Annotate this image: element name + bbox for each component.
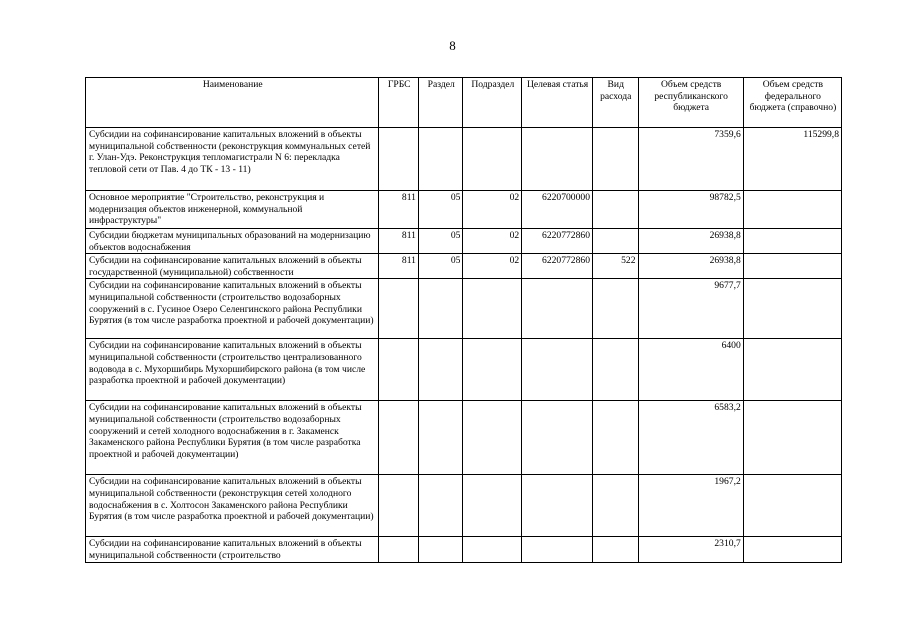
table-row (86, 537, 842, 563)
row-federal-budget-cell: 115299,8 (743, 128, 841, 191)
row-podrazdel-cell (463, 339, 522, 401)
row-expense-type-cell (592, 537, 638, 563)
table-header-row (86, 78, 842, 128)
budget-table (85, 77, 842, 563)
header-target-article: Целевая статья (522, 78, 593, 128)
row-razdel-cell: 05 (418, 254, 463, 279)
row-razdel-cell (418, 279, 463, 339)
header-podrazdel: Подраздел (463, 78, 522, 128)
table-row (86, 475, 842, 537)
row-name-cell: Субсидии на софинансирование капитальных вложений в объекты муниципальной собственности (реконструкция коммунальных сетей г. Улан-Удэ. Реконструкция тепломагистрали N 6: перекладка тепловой сети от Пав. 4 до ТК - 13 - 11) (86, 128, 379, 191)
row-federal-budget-cell (743, 475, 841, 537)
row-razdel-cell (418, 339, 463, 401)
row-podrazdel-cell (463, 475, 522, 537)
row-federal-budget-cell (743, 537, 841, 563)
row-republic-budget-cell: 26938,8 (638, 229, 743, 254)
table-row (86, 229, 842, 254)
header-name: Наименование (86, 78, 379, 128)
row-name-cell: Субсидии на софинансирование капитальных вложений в объекты муниципальной собственности (реконструкция сетей холодного водоснабжения в с. Холтосон Закаменского района Республики Бурятия (в том числе разработка проектной и рабочей документации) (86, 475, 379, 537)
row-expense-type-cell (592, 128, 638, 191)
header-razdel: Раздел (418, 78, 463, 128)
row-podrazdel-cell: 02 (463, 229, 522, 254)
row-podrazdel-cell: 02 (463, 191, 522, 229)
row-federal-budget-cell (743, 254, 841, 279)
row-grbs-cell: 811 (379, 254, 418, 279)
row-federal-budget-cell (743, 229, 841, 254)
page-number: 8 (449, 38, 456, 53)
row-name-cell: Субсидии на софинансирование капитальных вложений в объекты муниципальной собственности (строительство централизованного водовода в с. Мухоршибирь Мухоршибирского района (в том числе разработка проектной и рабочей документации) (86, 339, 379, 401)
row-grbs-cell (379, 537, 418, 563)
table-row (86, 191, 842, 229)
row-expense-type-cell (592, 401, 638, 475)
row-grbs-cell (379, 401, 418, 475)
row-republic-budget-cell: 6583,2 (638, 401, 743, 475)
row-podrazdel-cell (463, 401, 522, 475)
row-federal-budget-cell (743, 401, 841, 475)
table-row (86, 339, 842, 401)
header-grbs: ГРБС (379, 78, 418, 128)
row-grbs-cell: 811 (379, 191, 418, 229)
row-name-cell: Субсидии на софинансирование капитальных вложений в объекты муниципальной собственности (строительство (86, 537, 379, 563)
row-target-article-cell: 6220772860 (522, 254, 593, 279)
table-row (86, 279, 842, 339)
row-republic-budget-cell: 9677,7 (638, 279, 743, 339)
row-razdel-cell (418, 128, 463, 191)
header-republic-budget: Объем средств республиканского бюджета (638, 78, 743, 128)
row-target-article-cell: 6220700000 (522, 191, 593, 229)
row-federal-budget-cell (743, 279, 841, 339)
row-razdel-cell (418, 401, 463, 475)
row-podrazdel-cell (463, 279, 522, 339)
header-federal-budget: Объем средств федерального бюджета (справочно) (743, 78, 841, 128)
row-podrazdel-cell (463, 128, 522, 191)
table-row (86, 254, 842, 279)
row-grbs-cell (379, 128, 418, 191)
row-target-article-cell (522, 401, 593, 475)
row-expense-type-cell: 522 (592, 254, 638, 279)
row-republic-budget-cell: 7359,6 (638, 128, 743, 191)
row-grbs-cell (379, 339, 418, 401)
row-federal-budget-cell (743, 339, 841, 401)
row-federal-budget-cell (743, 191, 841, 229)
row-expense-type-cell (592, 339, 638, 401)
row-razdel-cell: 05 (418, 229, 463, 254)
table-row (86, 401, 842, 475)
row-razdel-cell (418, 537, 463, 563)
row-target-article-cell (522, 537, 593, 563)
row-name-cell: Субсидии бюджетам муниципальных образований на модернизацию объектов водоснабжения (86, 229, 379, 254)
row-name-cell: Основное мероприятие "Строительство, реконструкция и модернизация объектов инженерной, коммунальной инфраструктуры" (86, 191, 379, 229)
row-target-article-cell (522, 128, 593, 191)
row-target-article-cell: 6220772860 (522, 229, 593, 254)
row-republic-budget-cell: 2310,7 (638, 537, 743, 563)
row-grbs-cell (379, 279, 418, 339)
row-podrazdel-cell (463, 537, 522, 563)
row-name-cell: Субсидии на софинансирование капитальных вложений в объекты муниципальной собственности (строительство водозаборных сооружений в с. Гусиное Озеро Селенгинского района Республики Бурятия (в том числе разработка проектной и рабочей документации) (86, 279, 379, 339)
row-republic-budget-cell: 26938,8 (638, 254, 743, 279)
row-expense-type-cell (592, 475, 638, 537)
row-target-article-cell (522, 279, 593, 339)
row-grbs-cell: 811 (379, 229, 418, 254)
row-razdel-cell (418, 475, 463, 537)
row-republic-budget-cell: 98782,5 (638, 191, 743, 229)
row-name-cell: Субсидии на софинансирование капитальных вложений в объекты муниципальной собственности (строительство водозаборных сооружений и сетей холодного водоснабжения в г. Закаменск Закаменского района Республики Бурятия (в том числе разработка проектной и рабочей документации) (86, 401, 379, 475)
row-podrazdel-cell: 02 (463, 254, 522, 279)
row-target-article-cell (522, 475, 593, 537)
row-republic-budget-cell: 1967,2 (638, 475, 743, 537)
header-expense-type: Вид расхода (592, 78, 638, 128)
row-expense-type-cell (592, 279, 638, 339)
row-expense-type-cell (592, 229, 638, 254)
row-republic-budget-cell: 6400 (638, 339, 743, 401)
row-expense-type-cell (592, 191, 638, 229)
row-grbs-cell (379, 475, 418, 537)
row-target-article-cell (522, 339, 593, 401)
row-name-cell: Субсидии на софинансирование капитальных вложений в объекты государственной (муниципальной) собственности (86, 254, 379, 279)
table-row (86, 128, 842, 191)
row-razdel-cell: 05 (418, 191, 463, 229)
